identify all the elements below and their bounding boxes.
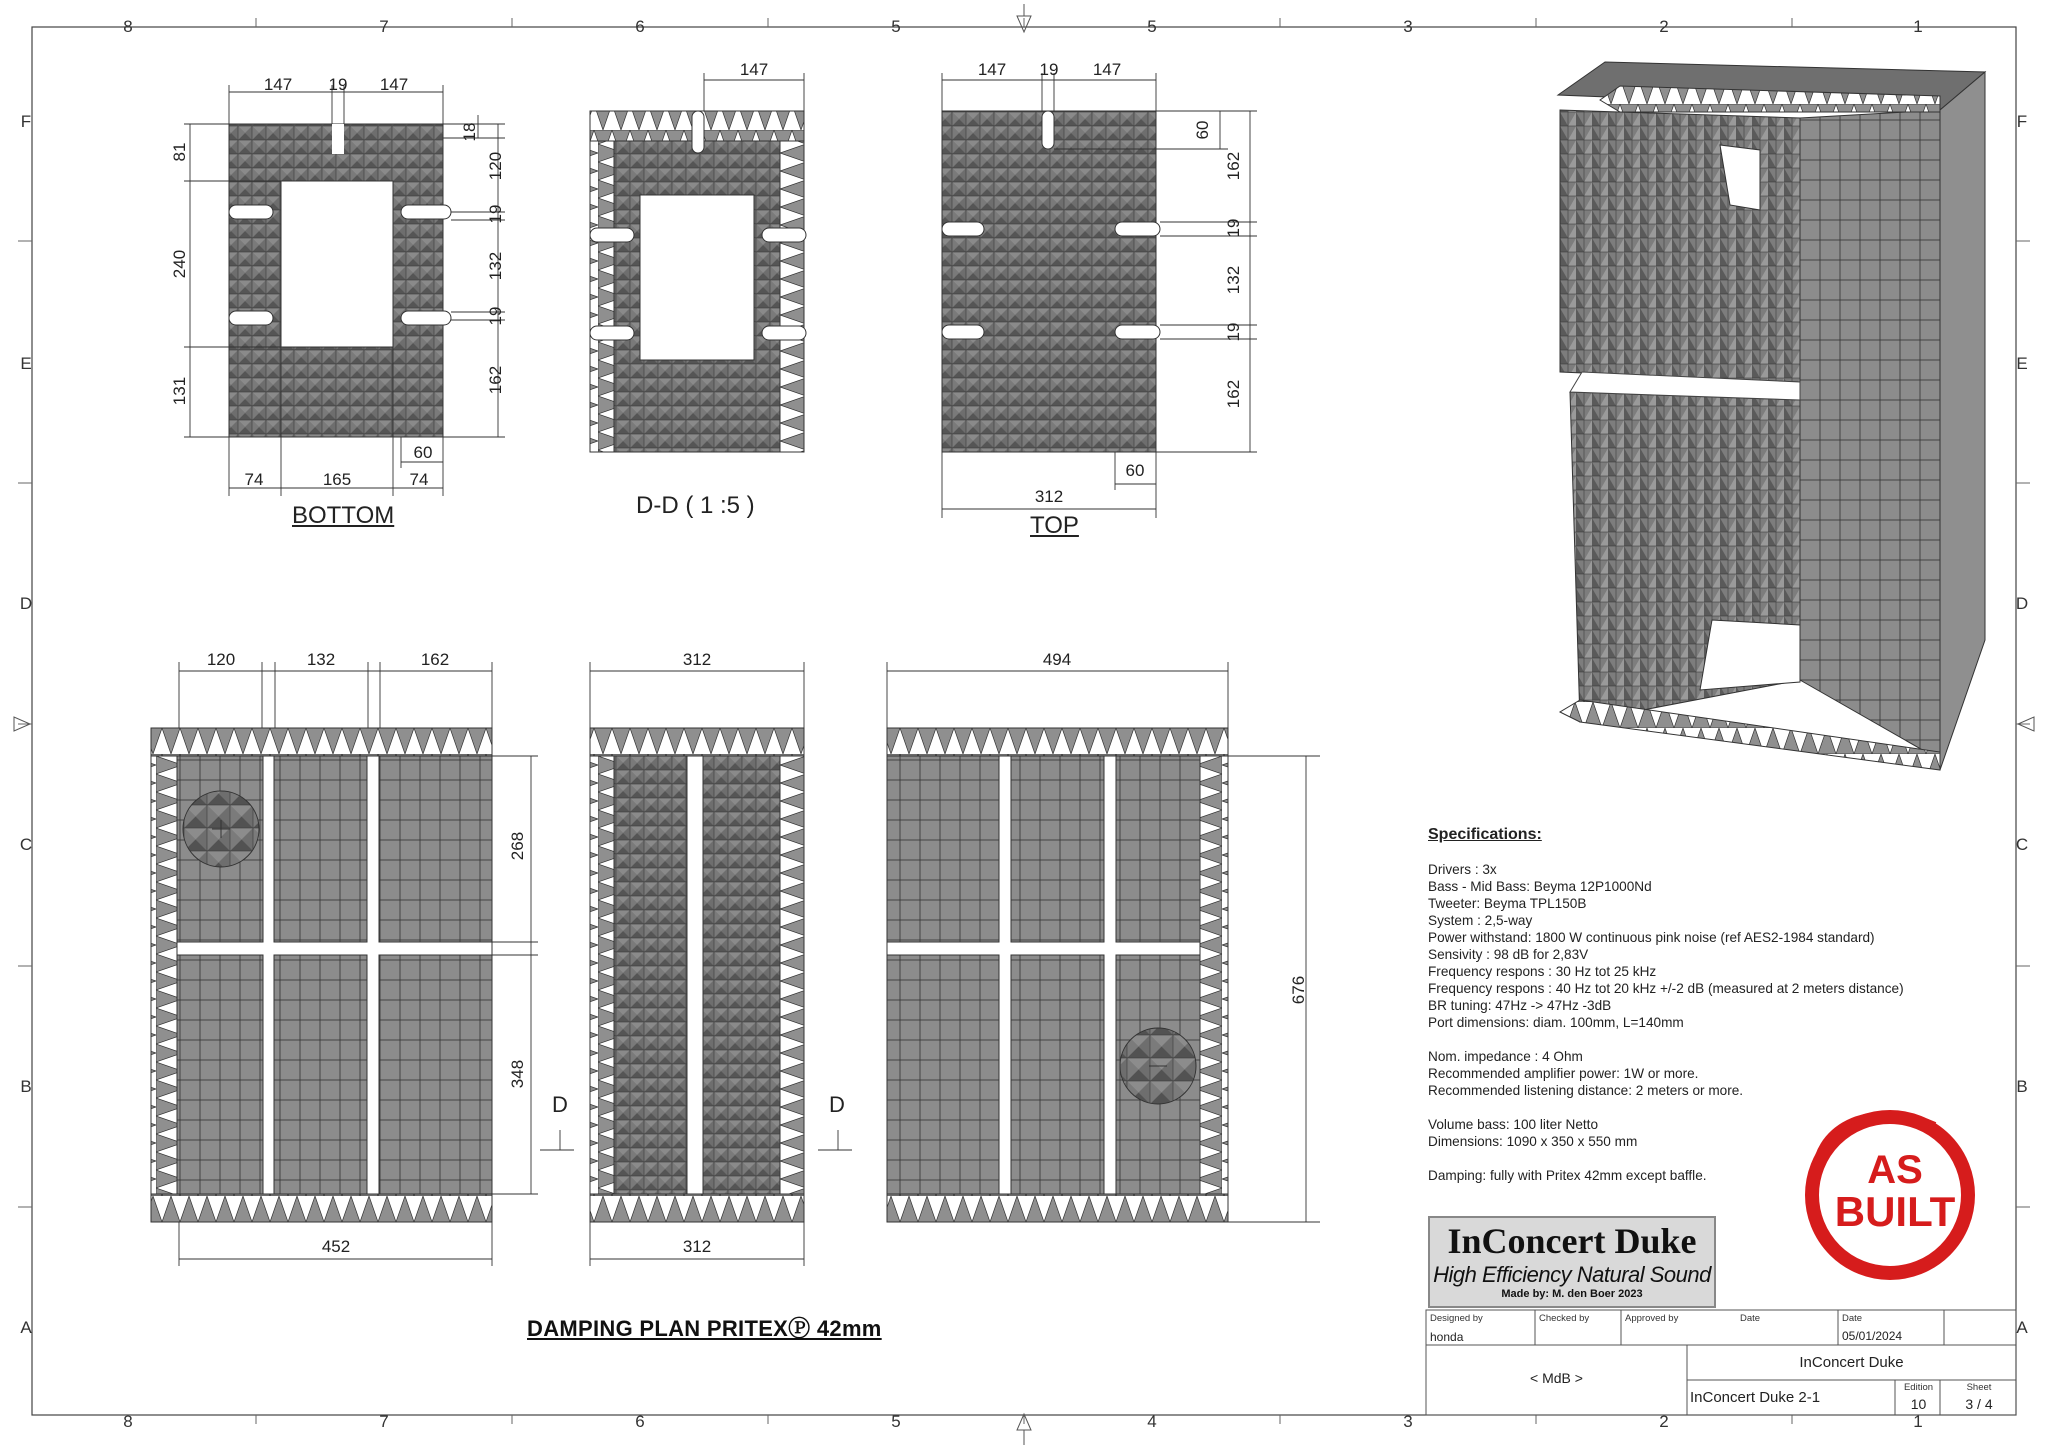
as-built-stamp-line2: BUILT	[1834, 1188, 1956, 1235]
dim-label: 312	[682, 650, 712, 669]
grid-col-label: 8	[123, 1412, 133, 1431]
dim-label: 348	[508, 1059, 527, 1089]
spec-line: Damping: fully with Pritex 42mm except baffle.	[1428, 1168, 1707, 1183]
dim-label: 147	[379, 75, 409, 94]
company-value: < MdB >	[1530, 1370, 1583, 1386]
grid-col-label: 7	[379, 17, 389, 36]
dim-label: 147	[977, 60, 1007, 79]
designed-by-value: honda	[1430, 1330, 1464, 1344]
dim-label: 147	[1092, 60, 1122, 79]
spec-line: Frequency respons : 40 Hz tot 20 kHz +/-2 dB (measured at 2 meters distance)	[1428, 981, 1904, 996]
panel-left	[151, 728, 492, 1222]
date-label: Date	[1740, 1313, 1761, 1324]
spec-line: Port dimensions: diam. 100mm, L=140mm	[1428, 1015, 1684, 1030]
date-value: 05/01/2024	[1842, 1329, 1903, 1343]
designed-by-label: Designed by	[1430, 1313, 1483, 1324]
grid-row-label: F	[2016, 112, 2028, 131]
view-title-section: D-D ( 1 :5 )	[636, 492, 755, 519]
top-view	[942, 111, 1160, 452]
dim-label: 74	[244, 470, 264, 489]
dim-label: 162	[420, 650, 450, 669]
dim-label: 132	[1224, 265, 1243, 295]
dim-label: 18	[460, 122, 479, 142]
dim-label: 132	[486, 251, 505, 281]
grid-row-label: B	[20, 1077, 32, 1096]
grid-row-label: C	[19, 835, 33, 854]
dim-label: 120	[486, 151, 505, 181]
section-marker-label: D	[552, 1092, 568, 1117]
dim-label: 312	[682, 1237, 712, 1256]
section-view	[590, 111, 806, 452]
dim-label: 494	[1042, 650, 1072, 669]
dim-label: 19	[486, 204, 505, 224]
spec-line: Drivers : 3x	[1428, 862, 1497, 877]
drawing-title: InConcert Duke	[1799, 1354, 1904, 1371]
grid-col-label: 3	[1403, 17, 1413, 36]
spec-line: Volume bass: 100 liter Netto	[1428, 1117, 1599, 1132]
dim-label: 132	[306, 650, 336, 669]
grid-row-label: E	[2016, 354, 2028, 373]
grid-row-label: D	[19, 594, 33, 613]
grid-row-label: C	[2015, 835, 2029, 854]
grid-row-label: B	[2016, 1077, 2028, 1096]
date-label-2: Date	[1842, 1313, 1863, 1324]
dim-label: 240	[170, 249, 189, 279]
dim-label: 19	[486, 306, 505, 326]
dim-label: 162	[1224, 151, 1243, 181]
isometric-view	[1558, 62, 1985, 770]
dim-label: 147	[263, 75, 293, 94]
grid-row-label: F	[20, 112, 32, 131]
grid-col-label: 2	[1659, 1412, 1669, 1431]
grid-col-label: 6	[635, 1412, 645, 1431]
dim-label: 312	[1034, 487, 1064, 506]
checked-by-label: Checked by	[1539, 1313, 1590, 1324]
spec-line: Sensivity : 98 dB for 2,83V	[1428, 947, 1589, 962]
dim-label: 147	[739, 60, 769, 79]
sheet-label: Sheet	[1966, 1382, 1992, 1393]
dim-label: 676	[1289, 975, 1308, 1005]
panel-middle	[590, 728, 804, 1222]
spec-line: Nom. impedance : 4 Ohm	[1428, 1049, 1583, 1064]
view-title-bottom: BOTTOM	[292, 502, 395, 529]
grid-col-label: 5	[891, 1412, 901, 1431]
dim-label: 162	[486, 365, 505, 395]
spec-line: Dimensions: 1090 x 350 x 550 mm	[1428, 1134, 1638, 1149]
specifications-heading: Specifications:	[1428, 826, 1542, 843]
dim-label: 60	[413, 443, 433, 462]
grid-row-label: E	[20, 354, 32, 373]
dim-label: 162	[1224, 379, 1243, 409]
dim-label: 19	[1224, 218, 1243, 238]
grid-col-label: 1	[1913, 17, 1923, 36]
spec-line: Recommended amplifier power: 1W or more.	[1428, 1066, 1699, 1081]
product-logo	[1428, 1216, 1716, 1308]
grid-col-label: 6	[635, 17, 645, 36]
grid-col-label: 5	[891, 17, 901, 36]
grid-col-label: 5	[1147, 17, 1157, 36]
grid-col-label: 7	[379, 1412, 389, 1431]
spec-line: System : 2,5-way	[1428, 913, 1533, 928]
grid-col-label: 2	[1659, 17, 1669, 36]
grid-row-label: A	[20, 1318, 32, 1337]
logo-subtitle: High Efficiency Natural Sound	[1433, 1262, 1711, 1287]
dim-label: 165	[322, 470, 352, 489]
grid-col-label: 8	[123, 17, 133, 36]
spec-line: Frequency respons : 30 Hz tot 25 kHz	[1428, 964, 1657, 979]
spec-line: Bass - Mid Bass: Beyma 12P1000Nd	[1428, 879, 1652, 894]
dim-label: 120	[206, 650, 236, 669]
view-title-top: TOP	[1030, 512, 1079, 539]
as-built-stamp-line1: AS	[1867, 1148, 1923, 1192]
drawing-name: InConcert Duke 2-1	[1690, 1389, 1821, 1406]
grid-col-label: 3	[1403, 1412, 1413, 1431]
sheet-value: 3 / 4	[1965, 1396, 1993, 1412]
edition-label: Edition	[1903, 1382, 1934, 1393]
dim-label: 74	[409, 470, 429, 489]
dim-label: 19	[1224, 322, 1243, 342]
panel-right	[887, 728, 1228, 1222]
spec-line: BR tuning: 47Hz -> 47Hz -3dB	[1428, 998, 1612, 1013]
damping-plan-title: DAMPING PLAN PRITEXⓅ 42mm	[527, 1316, 882, 1341]
section-marker-label: D	[829, 1092, 845, 1117]
dim-label: 81	[170, 142, 189, 162]
logo-title: InConcert Duke	[1447, 1221, 1697, 1261]
spec-line: Recommended listening distance: 2 meters or more.	[1428, 1083, 1744, 1098]
logo-made-by: Made by: M. den Boer 2023	[1501, 1288, 1643, 1300]
grid-row-label: D	[2015, 594, 2029, 613]
bottom-view	[229, 124, 451, 437]
dim-label: 131	[170, 376, 189, 406]
spec-line: Power withstand: 1800 W continuous pink noise (ref AES2-1984 standard)	[1428, 930, 1875, 945]
dim-label: 60	[1125, 461, 1145, 480]
grid-col-label: 1	[1913, 1412, 1923, 1431]
dim-label: 19	[328, 75, 348, 94]
grid-col-label: 4	[1147, 1412, 1157, 1431]
grid-row-label: A	[2016, 1318, 2028, 1337]
specifications-block	[1428, 826, 1988, 1184]
dim-label: 268	[508, 831, 527, 861]
dim-label: 19	[1039, 60, 1059, 79]
spec-line: Tweeter: Beyma TPL150B	[1428, 896, 1587, 911]
approved-by-label: Approved by	[1625, 1313, 1679, 1324]
dim-label: 452	[321, 1237, 351, 1256]
dim-label: 60	[1193, 120, 1212, 140]
edition-value: 10	[1910, 1396, 1927, 1412]
